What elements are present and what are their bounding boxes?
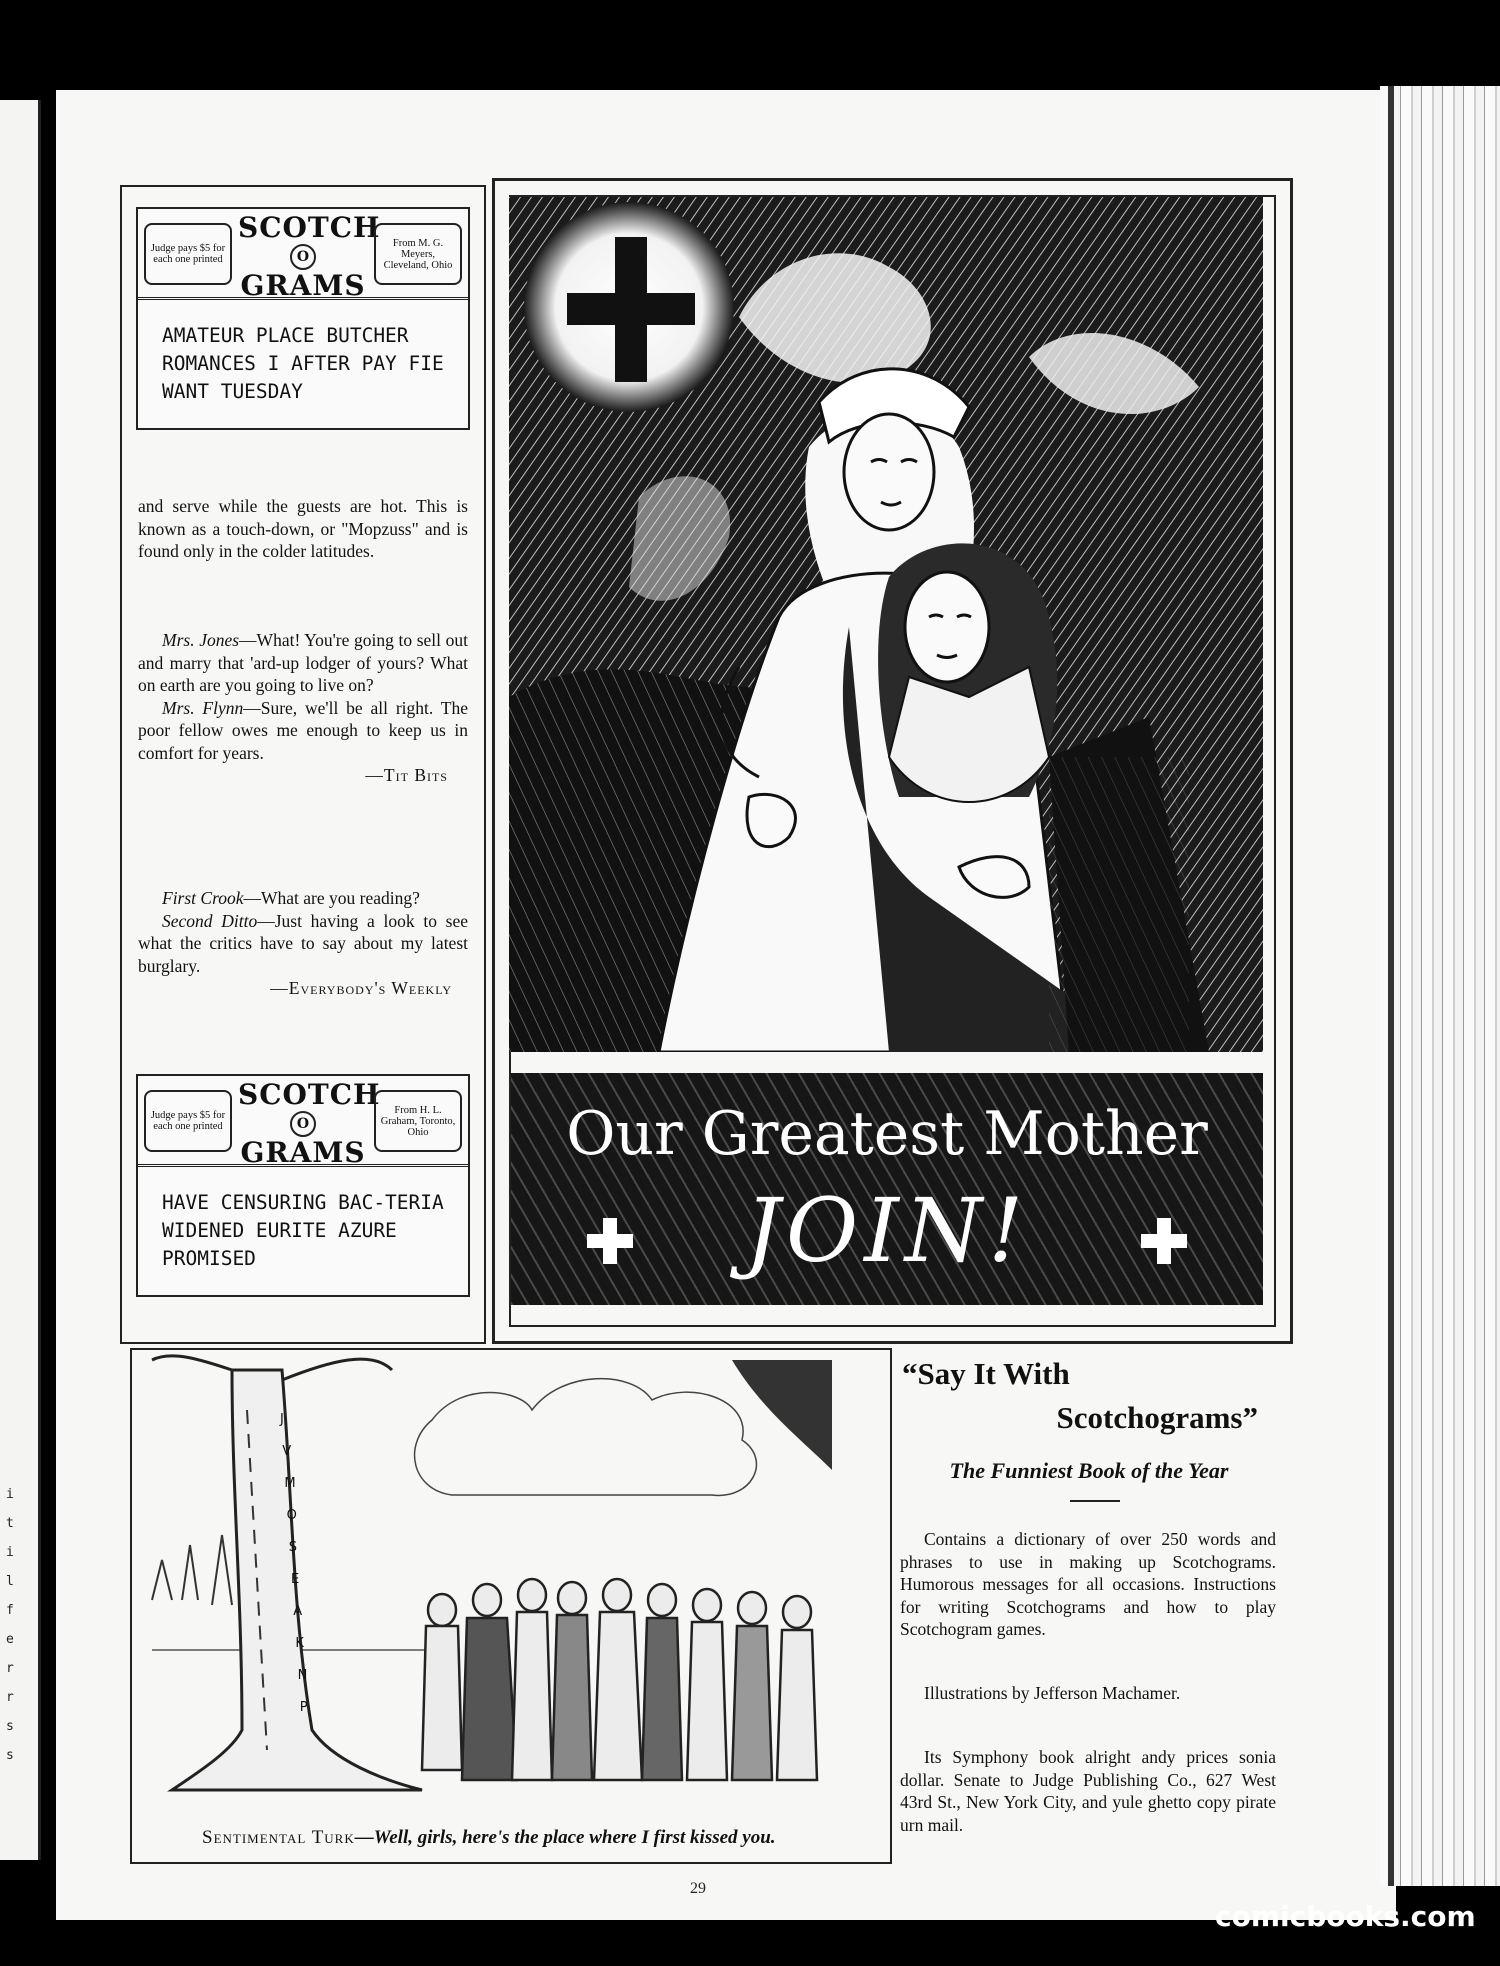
page-number: 29 (690, 1880, 706, 1897)
joke-speaker: First Crook (162, 888, 244, 908)
caption-text: —Well, girls, here's the place where I first kissed you. (354, 1827, 776, 1848)
ad-title-line-1: “Say It With (902, 1356, 1070, 1391)
facing-page-letter: i (6, 1487, 14, 1502)
facing-page-letter: i (6, 1545, 14, 1560)
nurse-and-child-illustration (509, 197, 1263, 1052)
joke-speaker: Mrs. Flynn (162, 697, 244, 718)
logo-word-top: SCOTCH (238, 211, 381, 244)
watermark: comicbooks.com (1215, 1900, 1476, 1933)
facing-page-letter: s (6, 1748, 14, 1763)
ad-rule (1070, 1500, 1120, 1502)
logo-word-bottom: GRAMS (240, 269, 366, 302)
facing-page-letter: t (6, 1516, 14, 1531)
poster-title: Our Greatest Mother (566, 1099, 1208, 1169)
scotchogram-left-note: Judge pays $5 for each one printed (144, 223, 232, 285)
touchdown-paragraph: and serve while the guests are hot. This is known as a touch-down, or "Mopzuss" and is found only in the colder latitudes. (138, 496, 468, 561)
tree-carved-letter: S (288, 1540, 298, 1555)
tree-carved-letter: O (286, 1508, 297, 1523)
logo-circle: O (290, 1111, 316, 1137)
tree-carved-letter: N (297, 1668, 308, 1683)
cartoon-panel (130, 1348, 892, 1864)
joke-speaker: Mrs. Jones (162, 630, 240, 650)
joke-speaker: Second Ditto (162, 910, 258, 931)
tree-carved-letter: J (280, 1412, 284, 1427)
facing-page-letter: l (6, 1574, 14, 1589)
scotchogram-message: HAVE CENSURING BAC-TERIA WIDENED EURITE AZURE PROMISED (162, 1191, 444, 1270)
joke-line: —Just having a look to see what the critics have to say about my latest burglary. (138, 910, 469, 976)
scotchogram-left-note: Judge pays $5 for each one printed (144, 1090, 232, 1152)
facing-page-letter: s (6, 1719, 14, 1734)
ad-title-line-2: Scotchograms” (1056, 1400, 1258, 1435)
tree-carved-letter: E (291, 1572, 300, 1587)
facing-page-letter: f (6, 1603, 14, 1618)
facing-page-letter: r (6, 1690, 14, 1705)
joke-crooks (138, 887, 468, 1000)
poster-banner (511, 1073, 1263, 1305)
tree-carved-letter: V (282, 1444, 292, 1459)
ad-paragraph-1: Contains a dictionary of over 250 words and phrases to use in making up Scotchograms. Humorous messages for all occasions. Instructions for writing Scotchograms and how to play Scotchogram games. (900, 1529, 1276, 1639)
scotchogram-box-1 (136, 207, 470, 430)
facing-page-letter: r (6, 1661, 14, 1676)
page-stack-edge (1380, 86, 1500, 1886)
caption-speaker: Sentimental Turk (202, 1827, 355, 1848)
scotchogram-header (138, 209, 468, 300)
joke-source: —Everybody's Weekly (270, 978, 452, 998)
cartoon-illustration (132, 1350, 890, 1800)
tree-carved-letter: P (299, 1700, 308, 1715)
ad-subtitle: The Funniest Book of the Year (949, 1458, 1229, 1483)
joke-line: —Sure, we'll be all right. The poor fellow owes me enough to keep us in comfort for years. (138, 697, 468, 763)
scotchogram-logo (238, 1078, 381, 1169)
logo-word-bottom: GRAMS (240, 1136, 366, 1169)
joke-line: —What are you reading? (243, 888, 420, 908)
facing-page-letter: e (6, 1632, 14, 1647)
ad-paragraph-2: Illustrations by Jefferson Machamer. (924, 1683, 1181, 1703)
scotchogram-box-2 (136, 1074, 470, 1297)
scotchogram-right-note: From H. L. Graham, Toronto, Ohio (374, 1090, 462, 1152)
tree-carved-letter: K (295, 1636, 304, 1651)
red-cross-poster (492, 178, 1293, 1344)
facing-page-letters (6, 1480, 20, 1770)
poster-call: JOIN! (744, 1179, 1030, 1282)
joke-jones-flynn (138, 629, 468, 787)
right-cross-icon (1141, 1218, 1187, 1264)
scotchograms-ad (900, 1350, 1278, 1870)
page-stack-shadow (1388, 86, 1394, 1886)
scotchogram-logo (238, 211, 381, 302)
scotchogram-message: AMATEUR PLACE BUTCHER ROMANCES I AFTER PAY FIE WANT TUESDAY (162, 324, 444, 403)
joke-line: —What! You're going to sell out and marry that 'ard-up lodger of yours? What on earth are you going to live on? (138, 630, 468, 695)
tree-carved-letter: A (293, 1604, 303, 1619)
scotchogram-header (138, 1076, 468, 1167)
logo-circle: O (290, 244, 316, 270)
poster-illustration (509, 197, 1263, 1052)
tree-carved-letter: M (284, 1476, 296, 1491)
scotchogram-right-note: From M. G. Meyers, Cleveland, Ohio (374, 223, 462, 285)
joke-source: —Tit Bits (365, 765, 448, 785)
cartoon-caption (202, 1826, 882, 1850)
ad-paragraph-3: Its Symphony book alright andy prices sonia dollar. Senate to Judge Publishing Co., 627 West 43rd St., New York City, and yule ghetto copy pirate urn mail. (900, 1747, 1276, 1835)
logo-word-top: SCOTCH (238, 1078, 381, 1111)
left-column (120, 185, 486, 1344)
